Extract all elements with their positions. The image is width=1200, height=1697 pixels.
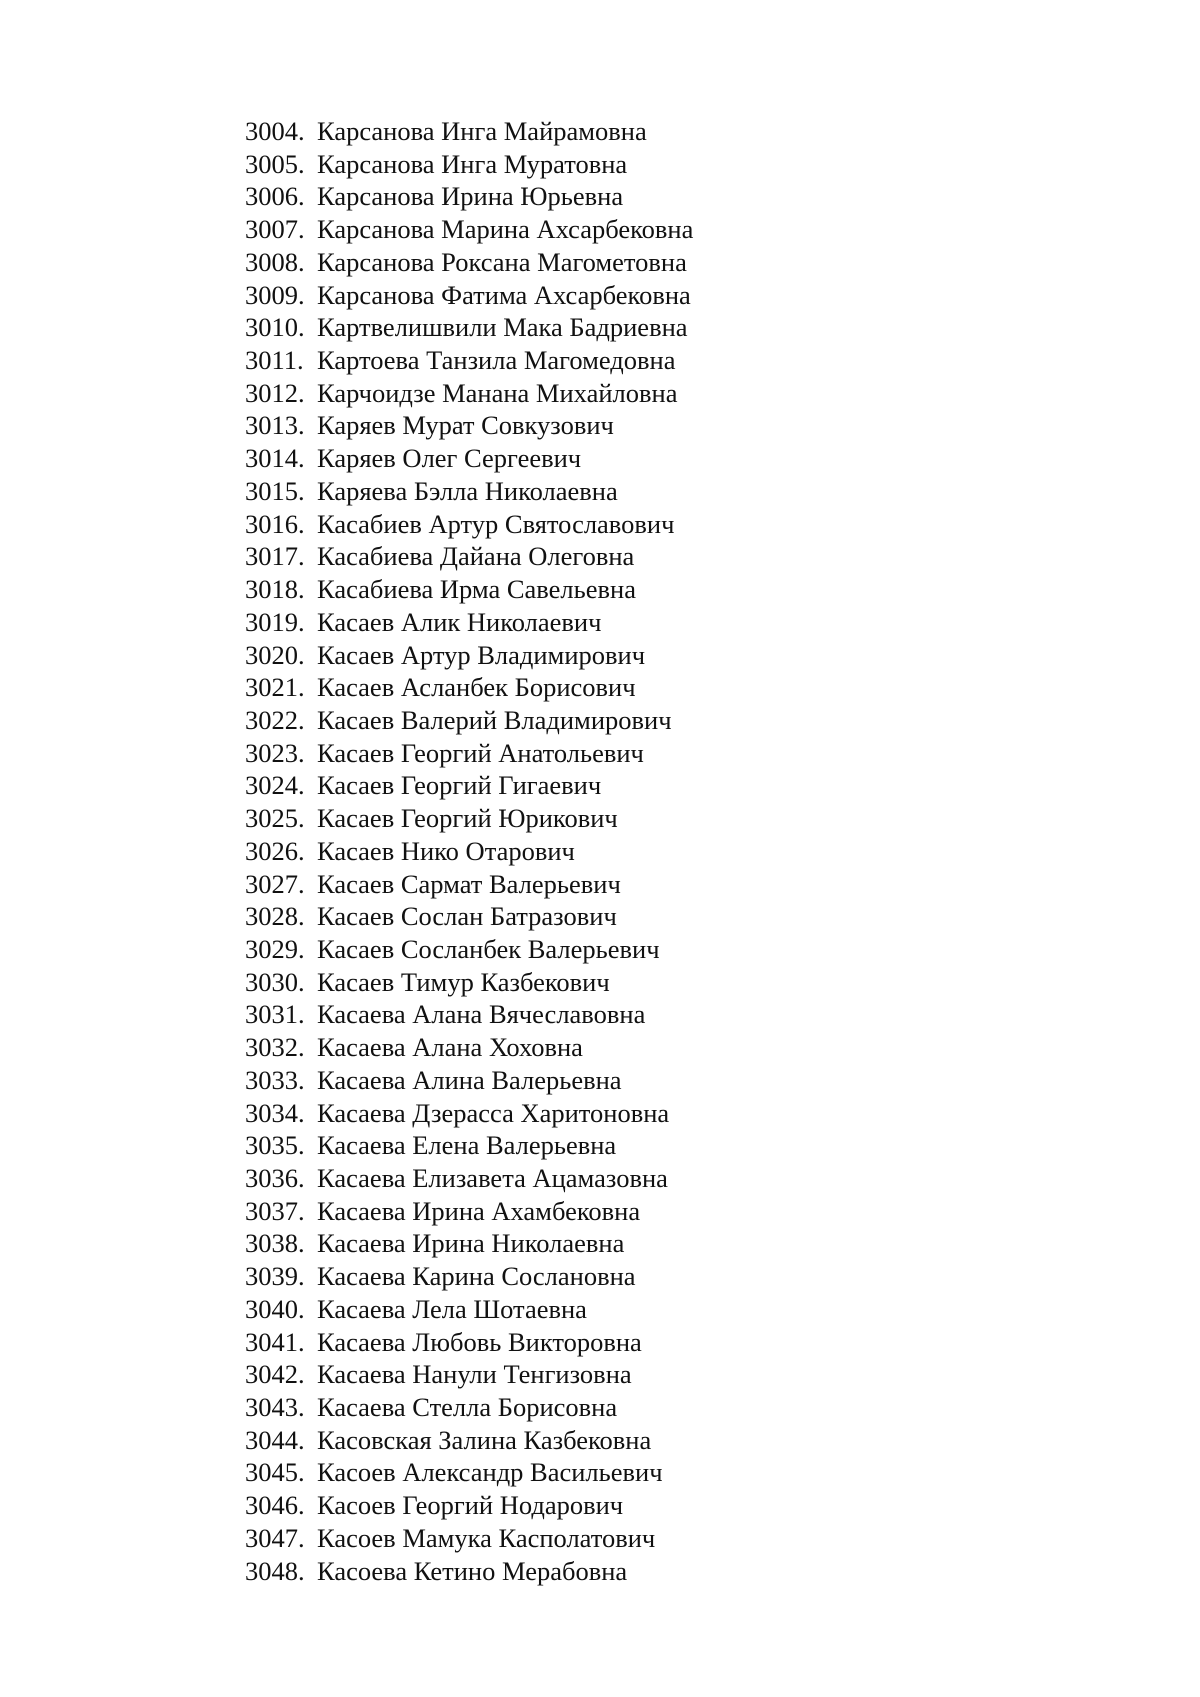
list-item [245, 933, 693, 966]
list-item [245, 344, 693, 377]
name-list [245, 115, 693, 1587]
list-item [245, 573, 693, 606]
list-item [245, 998, 693, 1031]
entry-name: Касаев Георгий Юрикович [317, 803, 618, 834]
entry-number: 3006. [245, 181, 305, 212]
entry-name: Касаева Алина Валерьевна [317, 1064, 622, 1095]
list-item [245, 1293, 693, 1326]
entry-name: Карсанова Роксана Магометовна [317, 246, 687, 277]
entry-number: 3039. [245, 1261, 305, 1292]
entry-number: 3033. [245, 1064, 305, 1095]
entry-name: Карсанова Марина Ахсарбековна [317, 214, 694, 245]
entry-name: Касаев Сармат Валерьевич [317, 868, 621, 899]
list-item [245, 1162, 693, 1195]
entry-name: Касаев Георгий Анатольевич [317, 737, 644, 768]
entry-number: 3029. [245, 933, 305, 964]
entry-name: Карчоидзе Манана Михайловна [317, 377, 678, 408]
entry-number: 3041. [245, 1326, 305, 1357]
list-item [245, 1555, 693, 1588]
list-item [245, 1391, 693, 1424]
entry-number: 3046. [245, 1490, 305, 1521]
entry-number: 3022. [245, 704, 305, 735]
entry-number: 3034. [245, 1097, 305, 1128]
entry-number: 3037. [245, 1195, 305, 1226]
entry-number: 3044. [245, 1424, 305, 1455]
entry-name: Касаева Елизавета Ацамазовна [317, 1163, 668, 1193]
entry-number: 3017. [245, 541, 305, 572]
entry-name: Касаева Любовь Викторовна [317, 1326, 642, 1357]
list-item [245, 835, 693, 868]
list-item [245, 1129, 693, 1162]
list-item [245, 606, 693, 639]
entry-number: 3031. [245, 999, 305, 1030]
entry-name: Карсанова Инга Майрамовна [317, 116, 647, 146]
entry-number: 3020. [245, 639, 305, 670]
entry-name: Касоев Мамука Касполатович [317, 1522, 656, 1553]
list-item [245, 311, 693, 344]
entry-number: 3030. [245, 966, 305, 997]
entry-name: Касабиева Дайана Олеговна [317, 541, 635, 572]
entry-name: Касаев Алик Николаевич [317, 606, 602, 637]
entry-name: Карсанова Ирина Юрьевна [317, 181, 624, 212]
entry-name: Касоев Александр Васильевич [317, 1457, 663, 1488]
entry-number: 3023. [245, 737, 305, 768]
list-item [245, 639, 693, 672]
entry-number: 3019. [245, 606, 305, 637]
entry-number: 3010. [245, 312, 305, 343]
list-item [245, 966, 693, 999]
list-item [245, 737, 693, 770]
entry-number: 3043. [245, 1392, 305, 1423]
entry-name: Касаев Сослан Батразович [317, 901, 617, 932]
entry-number: 3038. [245, 1228, 305, 1259]
entry-name: Касаева Елена Валерьевна [317, 1130, 617, 1161]
entry-number: 3042. [245, 1359, 305, 1390]
list-item [245, 213, 693, 246]
list-item [245, 1031, 693, 1064]
entry-name: Касаев Валерий Владимирович [317, 704, 672, 735]
entry-number: 3027. [245, 868, 305, 899]
entry-name: Касаева Дзерасса Харитоновна [317, 1097, 670, 1128]
entry-name: Касаев Асланбек Борисович [317, 672, 636, 703]
entry-name: Касоев Георгий Нодарович [317, 1490, 624, 1521]
list-item [245, 769, 693, 802]
entry-number: 3040. [245, 1293, 305, 1324]
entry-number: 3009. [245, 279, 305, 310]
entry-name: Касаева Ирина Ахамбековна [317, 1195, 641, 1226]
entry-number: 3024. [245, 770, 305, 801]
list-item [245, 1424, 693, 1457]
list-item [245, 246, 693, 279]
entry-name: Каряева Бэлла Николаевна [317, 475, 618, 506]
entry-number: 3011. [245, 345, 304, 376]
list-item [245, 900, 693, 933]
entry-name: Касаев Тимур Казбекович [317, 966, 610, 997]
entry-name: Касаев Нико Отарович [317, 835, 575, 866]
entry-number: 3035. [245, 1130, 305, 1161]
list-item [245, 1097, 693, 1130]
list-item [245, 540, 693, 573]
entry-name: Касовская Залина Казбековна [317, 1424, 652, 1455]
entry-name: Касаева Карина Сослановна [317, 1261, 636, 1292]
entry-name: Карсанова Фатима Ахсарбековна [317, 279, 691, 310]
list-item [245, 1260, 693, 1293]
entry-name: Касабиев Артур Святославович [317, 508, 675, 539]
entry-name: Каряев Олег Сергеевич [317, 443, 582, 474]
entry-number: 3026. [245, 835, 305, 866]
entry-number: 3008. [245, 246, 305, 277]
entry-number: 3004. [245, 116, 305, 146]
list-item [245, 704, 693, 737]
list-item [245, 442, 693, 475]
list-item [245, 1489, 693, 1522]
list-item [245, 115, 693, 148]
entry-name: Картвелишвили Мака Бадриевна [317, 312, 688, 343]
entry-name: Касаева Лела Шотаевна [317, 1293, 587, 1324]
entry-number: 3048. [245, 1555, 305, 1586]
entry-number: 3036. [245, 1163, 305, 1193]
entry-number: 3013. [245, 410, 305, 441]
entry-number: 3012. [245, 377, 305, 408]
list-item [245, 802, 693, 835]
list-item [245, 279, 693, 312]
entry-name: Касаева Ирина Николаевна [317, 1228, 625, 1259]
entry-name: Касаев Артур Владимирович [317, 639, 646, 670]
entry-name: Каряев Мурат Совкузович [317, 410, 614, 441]
list-item [245, 508, 693, 541]
entry-name: Картоева Танзила Магомедовна [317, 345, 676, 376]
entry-name: Касаева Алана Хоховна [317, 1032, 583, 1063]
entry-number: 3028. [245, 901, 305, 932]
entry-number: 3045. [245, 1457, 305, 1488]
entry-number: 3005. [245, 148, 305, 179]
list-item [245, 671, 693, 704]
list-item [245, 409, 693, 442]
entry-name: Касоева Кетино Мерабовна [317, 1555, 628, 1586]
entry-number: 3021. [245, 672, 305, 703]
list-item [245, 1358, 693, 1391]
entry-name: Касаева Нанули Тенгизовна [317, 1359, 632, 1390]
list-item [245, 1227, 693, 1260]
list-item [245, 180, 693, 213]
list-item [245, 475, 693, 508]
entry-name: Касаева Стелла Борисовна [317, 1392, 618, 1423]
list-item [245, 1522, 693, 1555]
entry-number: 3015. [245, 475, 305, 506]
list-item [245, 1064, 693, 1097]
list-item [245, 1195, 693, 1228]
entry-number: 3016. [245, 508, 305, 539]
list-item [245, 148, 693, 181]
list-item [245, 868, 693, 901]
list-item [245, 1326, 693, 1359]
list-item [245, 377, 693, 410]
entry-number: 3047. [245, 1522, 305, 1553]
entry-name: Касаева Алана Вячеславовна [317, 999, 646, 1030]
entry-number: 3018. [245, 574, 305, 605]
entry-number: 3007. [245, 214, 305, 245]
entry-name: Касабиева Ирма Савельевна [317, 574, 636, 605]
entry-name: Касаев Сосланбек Валерьевич [317, 933, 660, 964]
list-item [245, 1456, 693, 1489]
entry-number: 3025. [245, 803, 305, 834]
entry-name: Касаев Георгий Гигаевич [317, 770, 602, 801]
entry-number: 3032. [245, 1032, 305, 1063]
entry-number: 3014. [245, 443, 305, 474]
entry-name: Карсанова Инга Муратовна [317, 148, 628, 179]
